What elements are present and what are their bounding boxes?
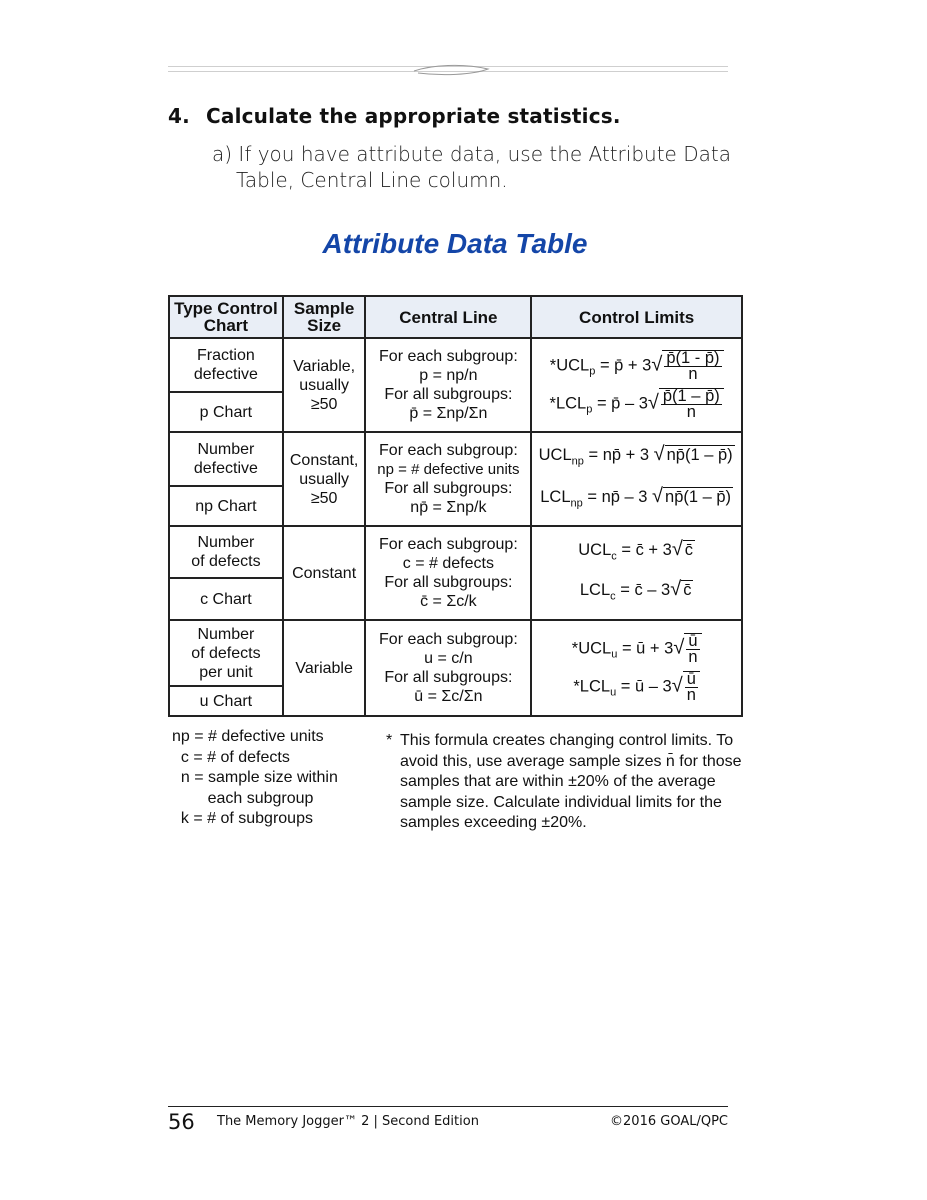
step-number: 4. [168, 104, 190, 128]
attribute-data-table [168, 295, 743, 717]
table-row [169, 338, 742, 392]
symbol-legend [172, 727, 338, 830]
substep-line-1: a) If you have attribute data, use the Attribute Data [212, 142, 731, 166]
chart-name-cell: np Chart [169, 486, 283, 526]
legend-item: n = sample size within [172, 769, 338, 786]
central-line-cell: For each subgroup: p = np/n For all subgroups: p̄ = Σnp/Σn [365, 338, 531, 432]
control-limits-cell [531, 432, 742, 526]
table-row [169, 620, 742, 686]
legend-item: each subgroup [172, 789, 314, 807]
header-sample-size: Sample Size [283, 296, 366, 338]
central-line-cell: For each subgroup: u = c/n For all subgroups: ū = Σc/Σn [365, 620, 531, 716]
lcl-formula: $LCL_c$ = c̄ – 3√ c̄ [579, 578, 692, 603]
footnote-asterisk: * [386, 732, 393, 749]
control-limits-cell [531, 620, 742, 716]
footnote-text: This formula creates changing control limits. To avoid this, use average sample sizes n̄ for those samples that are within ±20% of the average sample size. Calculate individual limits for the samples exceeding ±20%. [400, 732, 742, 831]
copyright: ©2016 GOAL/QPC [610, 1114, 728, 1129]
legend-item: c = # of defects [172, 748, 290, 766]
size-cell: Constant, usually ≥50 [283, 432, 366, 526]
control-limits-cell [531, 338, 742, 432]
legend-item: np = # defective units [172, 728, 324, 745]
header-type: Type Control Chart [169, 296, 283, 338]
central-line-cell: For each subgroup: c = # defects For all subgroups: c̄ = Σc/k [365, 526, 531, 620]
chart-name-cell: u Chart [169, 686, 283, 716]
footnote [386, 731, 746, 834]
type-cell: Fraction defective [169, 338, 283, 392]
page-number: 56 [168, 1110, 195, 1134]
chart-name-cell: p Chart [169, 392, 283, 432]
ucl-formula: $*UCL_u$ = ū + 3√ $\frac{ū}{n}$ [532, 633, 741, 665]
type-cell: Number of defects per unit [169, 620, 283, 686]
table-row [169, 432, 742, 486]
lcl-formula: $*LCL_u$ = ū – 3√ $\frac{ū}{n}$ [532, 671, 741, 703]
legend-item: k = # of subgroups [172, 810, 313, 827]
type-cell: Number of defects [169, 526, 283, 578]
ucl-formula: $*UCL_p$ = p̄ + 3√ $\frac{p̄(1 - p̄)}{n}$ [532, 350, 741, 382]
size-cell: Constant [283, 526, 366, 620]
substep-line-2: Table, Central Line column. [236, 168, 508, 192]
footer-rule [168, 1106, 728, 1107]
table-row [169, 526, 742, 578]
header-central-line: Central Line [365, 296, 531, 338]
size-cell: Variable, usually ≥50 [283, 338, 366, 432]
lcl-formula: $LCL_{np}$ = np̄ – 3 √ np̄(1 – p̄) [540, 485, 732, 510]
header-control-limits: Control Limits [531, 296, 742, 338]
chart-name-cell: c Chart [169, 578, 283, 620]
control-limits-cell [531, 526, 742, 620]
ucl-formula: $UCL_c$ = c̄ + 3√ c̄ [578, 537, 694, 562]
substep-text [212, 141, 752, 193]
type-cell: Number defective [169, 432, 283, 486]
ornament-swirl-icon [412, 60, 492, 80]
central-line-cell: For each subgroup: np = # defective units For all subgroups: np̄ = Σnp/k [365, 432, 531, 526]
lcl-formula: $*LCL_p$ = p̄ – 3√ $\frac{p̄(1 - p̄)}{n}$ [532, 388, 741, 420]
step-text: Calculate the appropriate statistics. [206, 104, 621, 128]
table-header-row [169, 296, 742, 338]
step-heading [168, 104, 621, 128]
table-title: Attribute Data Table [322, 228, 588, 259]
ucl-formula: $UCL_{np}$ = np̄ + 3 √ np̄(1 – p̄) [538, 442, 733, 467]
book-title: The Memory Jogger™ 2 | Second Edition [217, 1114, 479, 1129]
size-cell: Variable [283, 620, 366, 716]
